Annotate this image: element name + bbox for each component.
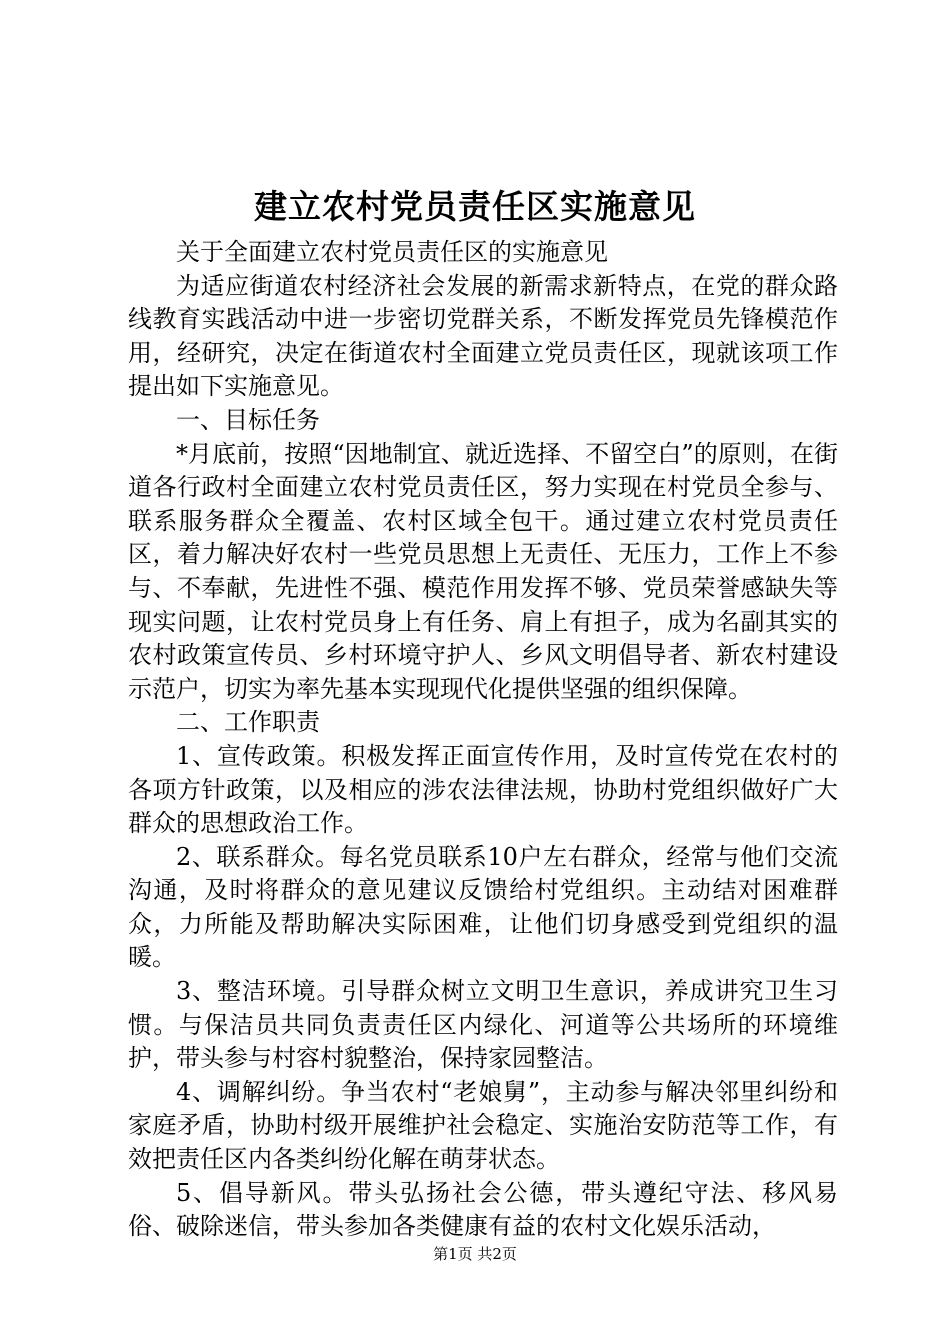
paragraph-duty-4: 4、调解纠纷。争当农村“老娘舅”，主动参与解决邻里纠纷和家庭矛盾，协助村级开展维护社会稳定、实施治安防范等工作，有效把责任区内各类纠纷化解在萌芽状态。	[128, 1077, 838, 1174]
paragraph-duty-1: 1、宣传政策。积极发挥正面宣传作用，及时宣传党在农村的各项方针政策，以及相应的涉农法律法规，协助村党组织做好广大群众的思想政治工作。	[128, 741, 838, 838]
paragraph-intro: 为适应街道农村经济社会发展的新需求新特点，在党的群众路线教育实践活动中进一步密切党群关系，不断发挥党员先锋模范作用，经研究，决定在街道农村全面建立党员责任区，现就该项工作提出如下实施意见。	[128, 271, 838, 401]
page-footer: 第1页 共2页	[433, 1245, 517, 1263]
document-body	[128, 236, 838, 1244]
paragraph-goals: *月底前，按照“因地制宜、就近选择、不留空白”的原则，在街道各行政村全面建立农村党员责任区，努力实现在村党员全参与、联系服务群众全覆盖、农村区域全包干。通过建立农村党员责任区，着力解决好农村一些党员思想上无责任、无压力，工作上不参与、不奉献，先进性不强、模范作用发挥不够、党员荣誉感缺失等现实问题，让农村党员身上有任务、肩上有担子，成为名副其实的农村政策宣传员、乡村环境守护人、乡风文明倡导者、新农村建设示范户，切实为率先基本实现现代化提供坚强的组织保障。	[128, 439, 838, 703]
paragraph-duty-2: 2、联系群众。每名党员联系10户左右群众，经常与他们交流沟通，及时将群众的意见建议反馈给村党组织。主动结对困难群众，力所能及帮助解决实际困难，让他们切身感受到党组织的温暖。	[128, 842, 838, 972]
document-title: 建立农村党员责任区实施意见	[254, 187, 696, 226]
section-heading-goals: 一、目标任务	[176, 405, 320, 434]
section-heading-duties: 二、工作职责	[176, 708, 320, 737]
paragraph-subtitle: 关于全面建立农村党员责任区的实施意见	[176, 238, 608, 266]
paragraph-duty-3: 3、整洁环境。引导群众树立文明卫生意识，养成讲究卫生习惯。与保洁员共同负责责任区内绿化、河道等公共场所的环境维护，带头参与村容村貌整治，保持家园整洁。	[128, 977, 838, 1073]
paragraph-duty-5: 5、倡导新风。带头弘扬社会公德，带头遵纪守法、移风易俗、破除迷信，带头参加各类健康有益的农村文化娱乐活动，	[128, 1178, 838, 1241]
